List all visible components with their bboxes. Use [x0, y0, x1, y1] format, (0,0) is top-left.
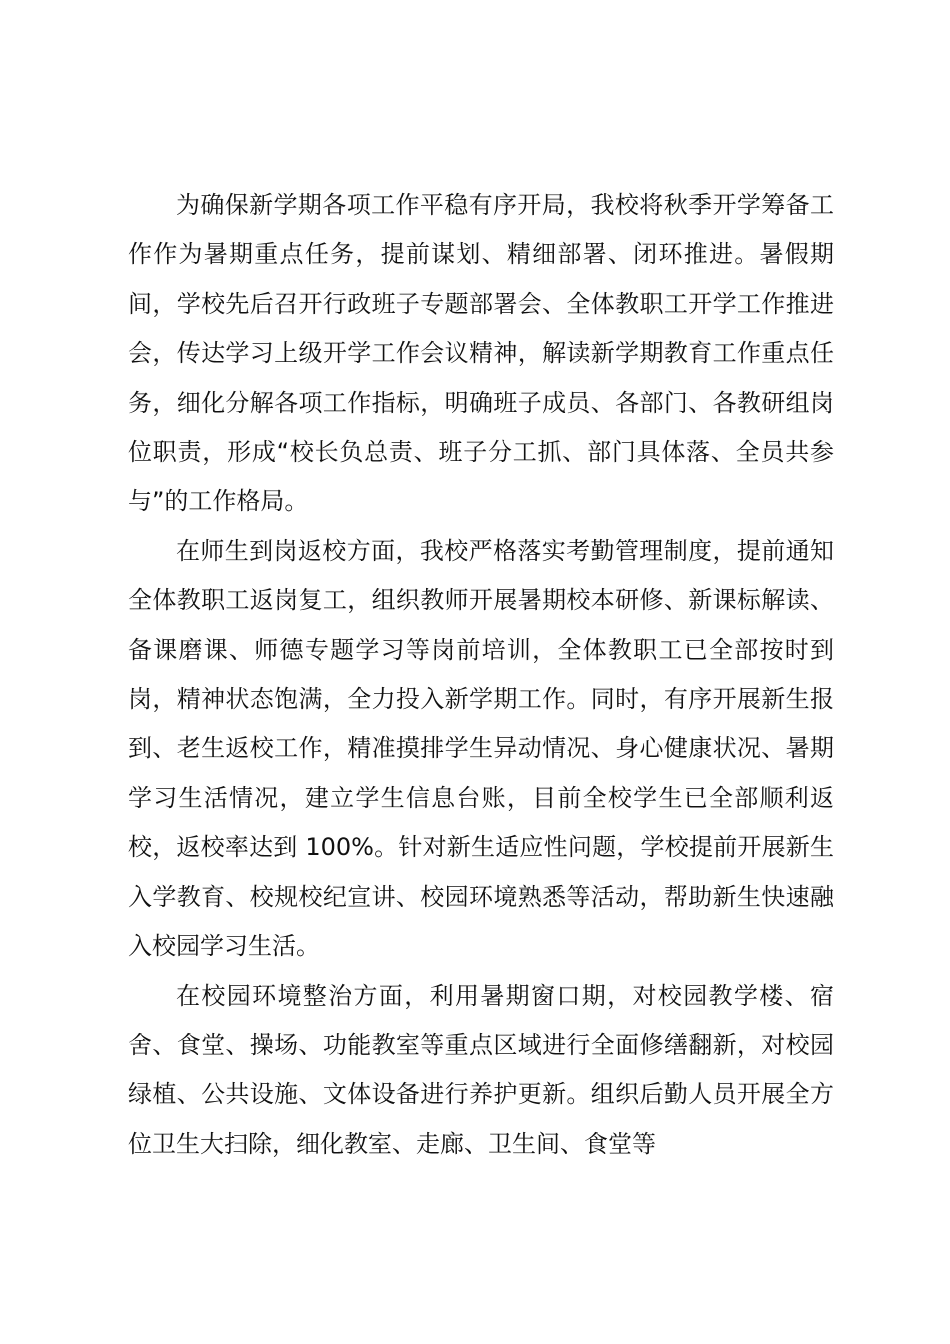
document-page [128, 181, 834, 1169]
paragraph-staff-student-return: 在师生到岗返校方面，我校严格落实考勤管理制度，提前通知全体教职工返岗复工，组织教师开展暑期校本研修、新课标解读、备课磨课、师德专题学习等岗前培训，全体教职工已全部按时到岗，精神状态饱满，全力投入新学期工作。同时，有序开展新生报到、老生返校工作，精准摸排学生异动情况、身心健康状况、暑期学习生活情况，建立学生信息台账，目前全校学生已全部顺利返校，返校率达到 100%。针对新生适应性问题，学校提前开展新生入学教育、校规校纪宣讲、校园环境熟悉等活动，帮助新生快速融入校园学习生活。 [128, 536, 834, 961]
paragraph-campus-environment: 在校园环境整治方面，利用暑期窗口期，对校园教学楼、宿舍、食堂、操场、功能教室等重点区域进行全面修缮翻新，对校园绿植、公共设施、文体设备进行养护更新。组织后勤人员开展全方位卫生大扫除，细化教室、走廊、卫生间、食堂等 [128, 981, 834, 1158]
paragraph-opening-preparation: 为确保新学期各项工作平稳有序开局，我校将秋季开学筹备工作作为暑期重点任务，提前谋划、精细部署、闭环推进。暑假期间，学校先后召开行政班子专题部署会、全体教职工开学工作推进会，传达学习上级开学工作会议精神，解读新学期教育工作重点任务，细化分解各项工作指标，明确班子成员、各部门、各教研组岗位职责，形成“校长负总责、班子分工抓、部门具体落、全员共参与”的工作格局。 [128, 191, 834, 516]
